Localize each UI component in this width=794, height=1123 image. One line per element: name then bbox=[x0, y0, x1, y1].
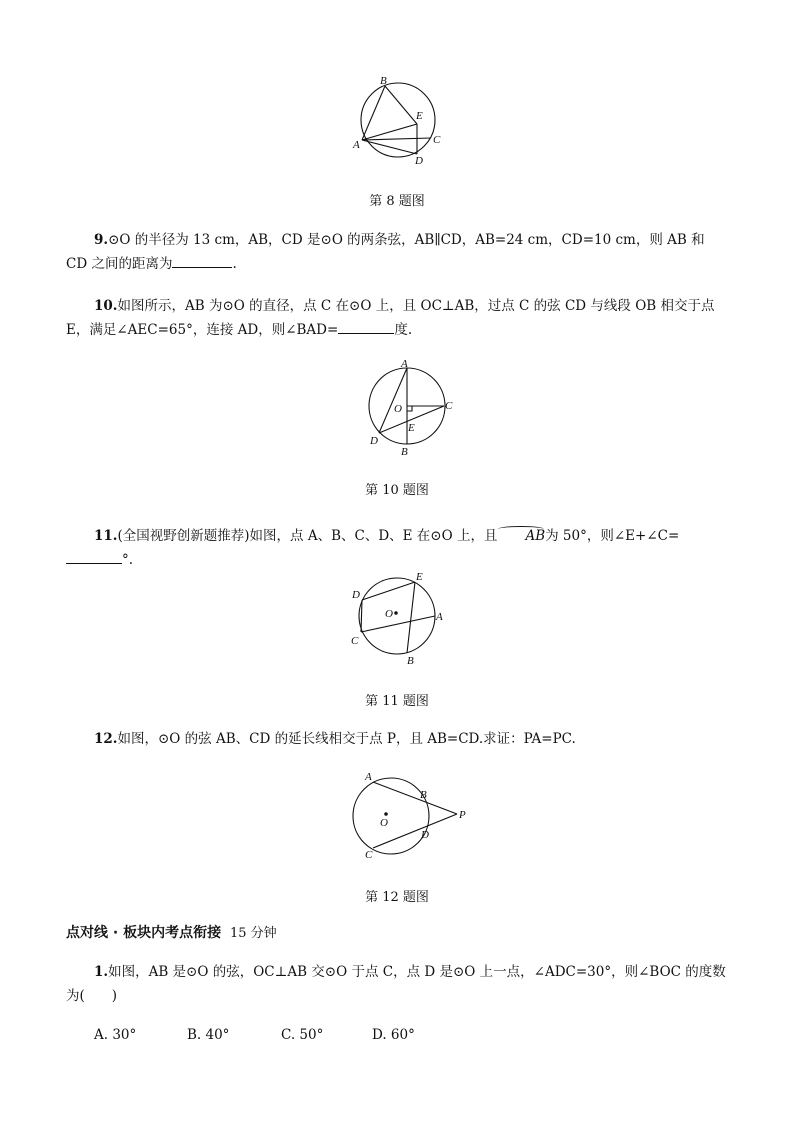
figure-8 bbox=[345, 72, 455, 176]
label-a: A bbox=[436, 611, 443, 623]
question-9-number: 9. bbox=[94, 232, 109, 248]
question-10 bbox=[66, 294, 728, 342]
question-11-end: °. bbox=[122, 552, 134, 568]
label-d: D bbox=[352, 589, 360, 601]
circle bbox=[361, 83, 435, 157]
label-b: B bbox=[380, 75, 387, 87]
label-b: B bbox=[407, 655, 414, 667]
option-d[interactable]: D. 60° bbox=[372, 1027, 415, 1043]
section-header bbox=[66, 922, 277, 942]
chord-de bbox=[362, 582, 415, 600]
figure-10-caption: 第 10 题图 bbox=[365, 483, 429, 498]
figure-8-diagram bbox=[345, 72, 455, 172]
arc-label: AB bbox=[525, 528, 546, 544]
question-1-text: 如图，AB 是⊙O 的弦，OC⊥AB 交⊙O 于点 C，点 D 是⊙O 上一点，∠ADC=30°，则∠BOC 的度数为( ) bbox=[66, 964, 726, 1004]
label-d: D bbox=[415, 155, 423, 167]
chord-be bbox=[385, 86, 417, 124]
figure-11-caption: 第 11 题图 bbox=[365, 694, 429, 709]
question-1-number: 1. bbox=[94, 964, 109, 980]
question-11-arc bbox=[497, 524, 545, 548]
question-10-end: 度. bbox=[394, 322, 413, 338]
figure-12-caption: 第 12 题图 bbox=[365, 890, 429, 905]
chord-ae bbox=[362, 124, 417, 140]
label-a: A bbox=[365, 771, 372, 783]
label-d: D bbox=[370, 435, 378, 447]
question-11-number: 11. bbox=[94, 528, 118, 544]
figure-10 bbox=[355, 356, 465, 464]
label-e: E bbox=[416, 110, 423, 122]
chord-ab bbox=[362, 86, 385, 140]
label-d: D bbox=[421, 829, 429, 841]
chord-eb bbox=[407, 582, 415, 653]
chord-ca bbox=[361, 616, 435, 632]
figure-11-diagram bbox=[345, 568, 455, 670]
question-10-blank[interactable] bbox=[338, 319, 394, 334]
chord-ac bbox=[362, 138, 431, 140]
question-12-number: 12. bbox=[94, 731, 118, 747]
label-c: C bbox=[445, 400, 453, 412]
section-time: 15 分钟 bbox=[229, 926, 277, 941]
question-11-text-mid: 为 50°，则∠E+∠C= bbox=[545, 528, 680, 544]
circle bbox=[359, 578, 435, 654]
label-o: O bbox=[385, 608, 393, 620]
label-a: A bbox=[401, 358, 408, 370]
label-c: C bbox=[351, 635, 359, 647]
question-11-text: (全国视野创新题推荐)如图，点 A、B、C、D、E 在⊙O 上，且 bbox=[117, 528, 498, 544]
option-b[interactable]: B. 40° bbox=[187, 1027, 230, 1043]
label-a: A bbox=[353, 139, 360, 151]
question-9-text: ⊙O 的半径为 13 cm，AB，CD 是⊙O 的两条弦，AB∥CD，AB=24 cm，CD=10 cm，则 AB 和 CD 之间的距离为 bbox=[66, 232, 705, 272]
question-10-number: 10. bbox=[94, 298, 118, 314]
label-e: E bbox=[408, 422, 415, 434]
question-12 bbox=[66, 727, 728, 751]
question-10-text: 如图所示，AB 为⊙O 的直径，点 C 在⊙O 上，且 OC⊥AB，过点 C 的弦 CD 与线段 OB 相交于点 E，满足∠AEC=65°，连接 AD，则∠BAD= bbox=[66, 298, 715, 338]
question-9 bbox=[66, 228, 728, 276]
label-c: C bbox=[433, 134, 441, 146]
label-p: P bbox=[459, 809, 466, 821]
label-e: E bbox=[416, 571, 423, 583]
label-c: C bbox=[365, 849, 373, 861]
label-b: B bbox=[420, 789, 427, 801]
label-o: O bbox=[380, 817, 388, 829]
label-b: B bbox=[401, 446, 408, 458]
center-dot bbox=[395, 612, 397, 614]
option-c[interactable]: C. 50° bbox=[281, 1027, 324, 1043]
chord-ad bbox=[362, 140, 417, 154]
arc-symbol bbox=[498, 526, 544, 532]
question-12-text: 如图，⊙O 的弦 AB、CD 的延长线相交于点 P，且 AB=CD.求证：PA=PC. bbox=[117, 731, 576, 747]
question-9-end: . bbox=[232, 256, 237, 272]
section-title: 点对线 · 板块内考点衔接 bbox=[66, 925, 222, 941]
center-dot bbox=[385, 813, 387, 815]
question-9-blank[interactable] bbox=[172, 253, 232, 268]
label-o: O bbox=[394, 403, 402, 415]
question-11 bbox=[66, 524, 728, 572]
figure-12-diagram bbox=[345, 766, 475, 862]
figure-12 bbox=[345, 766, 475, 866]
figure-10-diagram bbox=[355, 356, 465, 460]
figure-8-caption: 第 8 题图 bbox=[369, 194, 425, 209]
option-a[interactable]: A. 30° bbox=[94, 1027, 137, 1043]
question-1 bbox=[66, 960, 728, 1008]
question-11-blank[interactable] bbox=[66, 549, 122, 564]
figure-11 bbox=[345, 568, 455, 674]
right-angle-mark bbox=[407, 406, 412, 411]
